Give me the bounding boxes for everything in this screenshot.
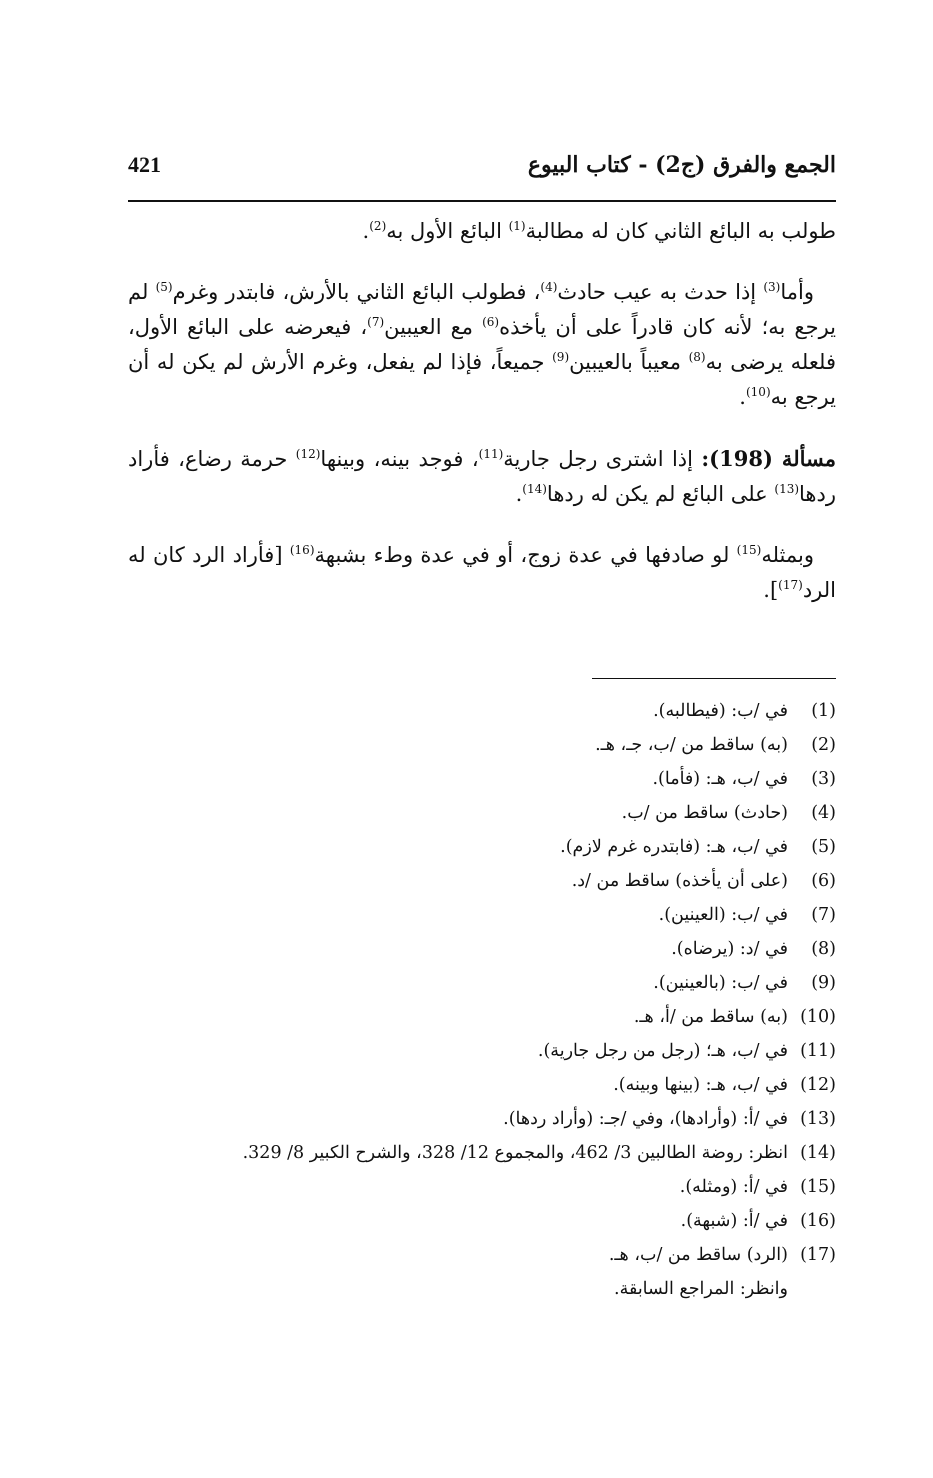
footnote-text: في /أ: (ومثله). [679, 1177, 788, 1197]
footnote-text: في /ب، هـ: (فأما). [652, 769, 788, 789]
footnote-item [128, 1204, 836, 1238]
footnote-text: في /د: (يرضاه). [671, 939, 788, 959]
footnotes-list [128, 694, 836, 1306]
page-number: 421 [128, 152, 161, 177]
footnote-number: (12) [800, 1075, 836, 1095]
footnote-number: (3) [811, 769, 836, 789]
footnote-text: (على أن يأخذه) ساقط من /د. [571, 871, 788, 891]
footnote-number: (5) [811, 837, 836, 857]
footnote-item [128, 1000, 836, 1034]
footnote-item [128, 898, 836, 932]
paragraph-4: وبمثله$^{(15)}$ لو صادفها في عدة زوج، أو في عدة وطء بشبهة$^{(16)}$ [فأراد الرد كان له الرد$^{(17)}$]. [128, 543, 836, 602]
footnote-number: (16) [800, 1211, 836, 1231]
footnote-text: (حادث) ساقط من /ب. [621, 803, 788, 823]
header-divider [128, 200, 836, 202]
footnote-item [128, 932, 836, 966]
footnote-number: (11) [800, 1041, 836, 1061]
footnote-item [128, 1136, 836, 1170]
footnote-item [128, 1034, 836, 1068]
footnote-item [128, 830, 836, 864]
footnote-text: (به) ساقط من /ب، جـ، هـ. [595, 735, 788, 755]
footnote-text: في /ب: (فيطالبه). [653, 701, 788, 721]
footnote-number: (9) [811, 973, 836, 993]
footnote-divider [592, 678, 836, 679]
problem-label: مسألة (198): [701, 446, 836, 471]
footnote-extra: وانظر: المراجع السابقة. [614, 1279, 788, 1299]
footnote-number: (2) [811, 735, 836, 755]
paragraph-1: طولب به البائع الثاني كان له مطالبة$^{(1)}$ البائع الأول به$^{(2)}$. [362, 219, 836, 243]
footnote-text: في /أ: (شبهة). [680, 1211, 788, 1231]
footnote-item [128, 864, 836, 898]
footnote-item [128, 966, 836, 1000]
footnote-number: (1) [811, 701, 836, 721]
main-text [128, 214, 836, 634]
footnote-item [128, 796, 836, 830]
problem-198 [128, 441, 836, 512]
footnote-text: في /ب: (بالعينين). [653, 973, 788, 993]
footnote-text: في /ب، هـ: (بينها وبينه). [613, 1075, 788, 1095]
problem-text: إذا اشترى رجل جارية$^{(11)}$، فوجد بينه، وبينها$^{(12)}$ حرمة رضاع، فأراد ردها$^{(13)}$ على البائع لم يكن له ردها$^{(14)}$. [128, 447, 836, 506]
footnote-text: في /ب، هـ؛ (رجل من رجل جارية). [537, 1041, 788, 1061]
footnote-item [128, 1238, 836, 1272]
footnote-item [128, 728, 836, 762]
footnote-item [128, 762, 836, 796]
footnote-text: في /أ: (وأرادها)، وفي /جـ: (وأراد ردها). [503, 1109, 788, 1129]
footnote-number: (4) [811, 803, 836, 823]
page-header [128, 152, 836, 196]
footnote-number: (14) [800, 1143, 836, 1163]
footnote-number: (10) [800, 1007, 836, 1027]
footnote-text: انظر: روضة الطالبين 3/ 462، والمجموع 12/ 328، والشرح الكبير 8/ 329. [242, 1143, 788, 1163]
footnote-text: (الرد) ساقط من /ب، هـ. [608, 1245, 788, 1265]
footnote-item [128, 1102, 836, 1136]
footnote-item [128, 1170, 836, 1204]
footnote-number: (13) [800, 1109, 836, 1129]
footnote-number: (15) [800, 1177, 836, 1197]
footnote-item [128, 1068, 836, 1102]
paragraph-2: وأما$^{(3)}$ إذا حدث به عيب حادث$^{(4)}$، فطولب البائع الثاني بالأرش، فابتدر وغرم$^{(5)}$ لم يرجع به؛ لأنه كان قادراً على أن يأخذه$^{(6)}$ مع العيبين$^{(7)}$، فيعرضه على البائع الأول، فلعله يرضى به$^{(8)}$ معيباً بالعيبين$^{(9)}$ جميعاً، فإذا لم يفعل، وغرم الأرش لم يكن له أن يرجع به$^{(10)}$. [128, 280, 837, 409]
running-title: الجمع والفرق (ج2) - كتاب البيوع [527, 152, 836, 178]
footnote-text: في /ب، هـ: (فابتدره غرم لازم). [560, 837, 788, 857]
footnote-text: (به) ساقط من /أ، هـ. [633, 1007, 788, 1027]
footnote-number: (6) [811, 871, 836, 891]
footnote-number: (8) [811, 939, 836, 959]
footnote-number: (17) [800, 1245, 836, 1265]
footnote-number: (7) [811, 905, 836, 925]
footnote-text: في /ب: (العينين). [658, 905, 788, 925]
footnote-item [128, 694, 836, 728]
